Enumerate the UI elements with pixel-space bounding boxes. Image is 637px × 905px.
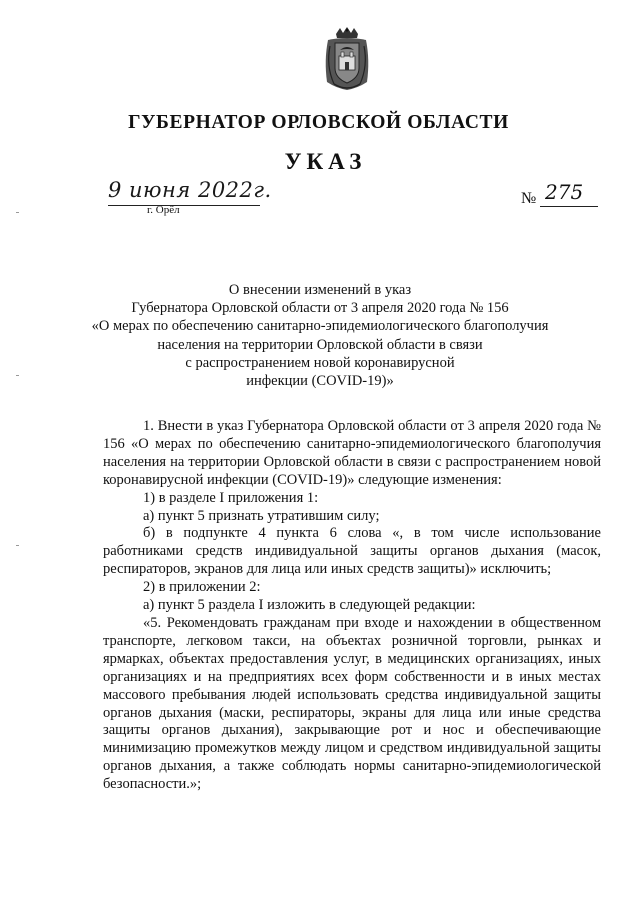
margin-mark (16, 212, 19, 213)
subject-line: инфекции (COVID-19)» (246, 373, 394, 390)
body-paragraph: 2) в приложении 2: (143, 579, 261, 596)
decree-date-handwritten: 9 июня 2022г. (108, 178, 272, 202)
number-sign: № (521, 190, 537, 207)
decree-title: УКАЗ (284, 149, 367, 174)
margin-mark (16, 545, 19, 546)
body-paragraph: б) в подпункте 4 пункта 6 слова «, в том числе использование работниками средств индивидуальной защиты органов дыхания (масок, респираторов, экранов для лица или иных средств защиты)» исключить; (103, 525, 601, 578)
body-paragraph: 1. Внести в указ Губернатора Орловской области от 3 апреля 2020 года № 156 «О мерах по обеспечению санитарно-эпидемиологического благополучия населения на территории Орловской области в связи с распространением новой коронавирусной инфекции (COVID-19)» следующие изменения: (103, 418, 601, 488)
body-paragraph: а) пункт 5 раздела I изложить в следующей редакции: (143, 597, 476, 614)
body-paragraph: а) пункт 5 признать утратившим силу; (143, 507, 380, 524)
decree-body (103, 418, 601, 794)
number-underline (540, 206, 598, 207)
margin-mark (16, 375, 19, 376)
coat-of-arms-icon (322, 26, 372, 92)
subject-line: «О мерах по обеспечению санитарно-эпидемиологического благополучия (91, 318, 549, 335)
governor-title: ГУБЕРНАТОР ОРЛОВСКОЙ ОБЛАСТИ (128, 112, 509, 133)
decree-subject (60, 281, 580, 390)
body-paragraph: 1) в разделе I приложения 1: (143, 489, 319, 506)
date-underline (108, 205, 260, 206)
subject-line: населения на территории Орловской области в связи (157, 336, 483, 353)
subject-line: с распространением новой коронавирусной (185, 354, 455, 371)
city-label: г. Орёл (147, 204, 180, 216)
decree-number-handwritten: 275 (545, 180, 584, 204)
subject-line: Губернатора Орловской области от 3 апреля 2020 года № 156 (131, 300, 509, 317)
subject-line: О внесении изменений в указ (228, 282, 412, 298)
body-paragraph: «5. Рекомендовать гражданам при входе и нахождении в общественном транспорте, легковом такси, на объектах розничной торговли, рынках и ярмарках, объектах предоставления услуг, в медицинских организациях, иных организациях и на предприятиях всех форм собственности и в иных местах массового пребывания людей использовать средства индивидуальной защиты органов дыхания (маски, респираторы, экраны для лица или иные средства защиты органов дыхания), закрывающие рот и нос и обеспечивающие минимизацию промежутков между лицом и средством индивидуальной защиты органов дыхания, а также соблюдать нормы санитарно-эпидемиологической безопасности.»; (103, 614, 601, 793)
